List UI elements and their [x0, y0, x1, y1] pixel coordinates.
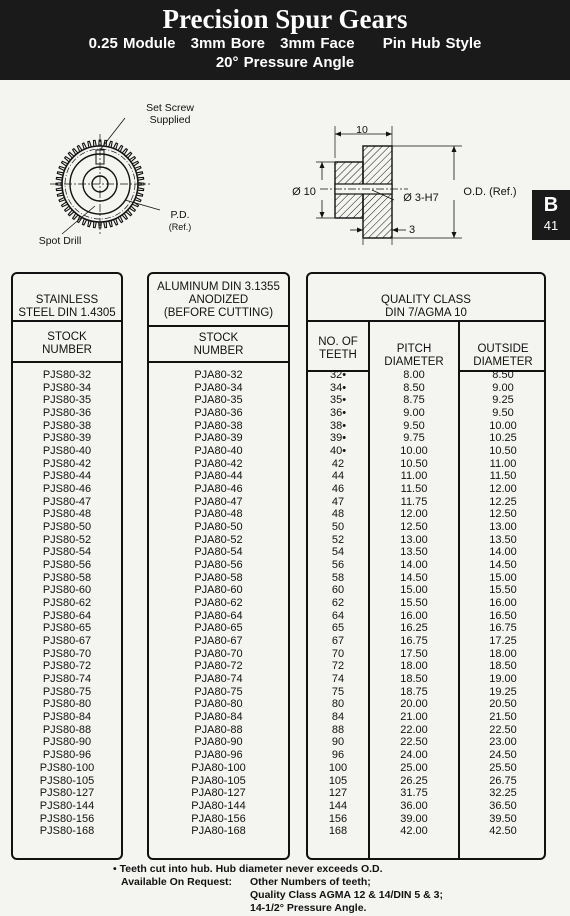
pitch-diameter: 12.00 [400, 508, 428, 521]
pitch-diameter: 24.00 [400, 749, 428, 762]
teeth-count: 80 [331, 698, 345, 711]
outside-diameter: 16.50 [489, 609, 517, 622]
outside-diameter: 26.75 [489, 774, 517, 787]
outside-diameter: 12.00 [489, 483, 517, 496]
teeth-count: 90 [331, 736, 345, 749]
stock-number: PJA80-47 [194, 495, 243, 508]
stock-number: PJS80-34 [42, 381, 92, 394]
stock-number: PJA80-48 [194, 508, 243, 521]
stock-number: PJS80-168 [39, 825, 95, 838]
outside-diameter: 39.50 [489, 812, 517, 825]
face-spec: 3mm Face [280, 35, 355, 52]
table-divider [13, 320, 121, 322]
stock-number: PJA80-72 [194, 660, 243, 673]
outside-diameter: 11.00 [489, 457, 517, 470]
stock-number: PJA80-52 [194, 533, 243, 546]
stock-number: PJS80-38 [42, 419, 92, 432]
teeth-count: 96 [331, 749, 345, 762]
pitch-diameter: 22.50 [400, 736, 428, 749]
stock-number: PJA80-42 [194, 457, 243, 470]
stock-number: PJA80-46 [194, 483, 243, 496]
outside-diameter: 36.50 [489, 799, 517, 812]
stock-number: PJS80-39 [42, 432, 92, 445]
table-divider [13, 361, 121, 363]
teeth-count: 56 [331, 559, 345, 572]
outside-diameter: 32.25 [489, 787, 517, 800]
stock-number: PJA80-75 [194, 685, 243, 698]
stock-number: PJS80-88 [42, 723, 92, 736]
pitch-diameter: 9.00 [403, 407, 425, 420]
teeth-count: 34• [329, 381, 347, 394]
stock-number: PJS80-90 [42, 736, 92, 749]
outside-diameter: 25.50 [489, 761, 517, 774]
stock-number: PJS80-64 [42, 609, 92, 622]
hub-diameter-label: Ø 10 [292, 186, 316, 198]
outside-diameter: 15.50 [489, 584, 517, 597]
stock-number: PJS80-96 [42, 749, 92, 762]
outside-diameter: 8.50 [492, 369, 514, 381]
stock-number: PJA80-38 [194, 419, 243, 432]
pitch-diameter: 11.50 [400, 483, 428, 496]
stock-number: PJA80-67 [194, 635, 243, 648]
stock-number: PJS80-48 [42, 508, 92, 521]
style-spec: Pin Hub Style [382, 35, 482, 52]
outside-diameter: 17.25 [489, 635, 517, 648]
teeth-count: 65 [331, 622, 345, 635]
pitch-diameter: 10.00 [400, 445, 428, 458]
pitch-diameter: 12.50 [400, 521, 428, 534]
bore-label: Ø 3-H7 [403, 192, 439, 204]
stock-number: PJA80-144 [191, 799, 246, 812]
outside-diameter: 12.50 [489, 508, 517, 521]
teeth-count: 84 [331, 711, 345, 724]
stock-number: PJS80-84 [42, 711, 92, 724]
stock-number: PJA80-60 [194, 584, 243, 597]
stock-number: PJA80-34 [194, 381, 243, 394]
outside-diameter: 20.50 [489, 698, 517, 711]
teeth-count: 35• [329, 394, 347, 407]
outside-diameter-column [460, 369, 546, 838]
stock-number: PJS80-144 [39, 799, 95, 812]
teeth-count: 47 [331, 495, 345, 508]
outside-diameter-header: OUTSIDE DIAMETER [473, 343, 533, 368]
teeth-count: 74 [331, 673, 345, 686]
stock-number: PJS80-32 [42, 369, 92, 381]
table-divider [308, 320, 544, 322]
hub-note: • Teeth cut into hub. Hub diameter never exceeds O.D. [113, 863, 383, 875]
pitch-diameter: 39.00 [400, 812, 428, 825]
pitch-diameter: 14.00 [400, 559, 428, 572]
teeth-count: 72 [331, 660, 345, 673]
stock-number: PJS80-127 [39, 787, 95, 800]
section-tab [532, 190, 570, 240]
teeth-count: 62 [331, 597, 345, 610]
outside-diameter: 42.50 [489, 825, 517, 838]
pitch-diameter: 13.00 [400, 533, 428, 546]
pitch-diameter: 10.50 [400, 457, 428, 470]
outside-diameter: 18.00 [489, 647, 517, 660]
outside-diameter: 24.50 [489, 749, 517, 762]
pitch-diameter: 26.25 [400, 774, 428, 787]
stock-number: PJS80-42 [42, 457, 92, 470]
outside-diameter: 14.00 [489, 546, 517, 559]
stock-number: PJA80-58 [194, 571, 243, 584]
stock-number: PJS80-80 [42, 698, 92, 711]
pitch-diameter: 16.75 [400, 635, 428, 648]
stock-number: PJA80-105 [191, 774, 246, 787]
stock-number: PJS80-44 [42, 470, 92, 483]
stock-number: PJS80-75 [42, 685, 92, 698]
stock-number: PJS80-52 [42, 533, 92, 546]
teeth-count: 52 [331, 533, 345, 546]
outside-diameter: 14.50 [489, 559, 517, 572]
stock-number: PJA80-36 [194, 407, 243, 420]
stock-number: PJA80-32 [194, 369, 243, 381]
od-ref-label: O.D. (Ref.) [463, 186, 517, 198]
available-on-request-label: Available On Request: [121, 876, 233, 888]
stock-number: PJA80-127 [191, 787, 246, 800]
stock-number: PJA80-54 [194, 546, 243, 559]
outside-diameter: 13.50 [489, 533, 517, 546]
teeth-count: 48 [331, 508, 345, 521]
stock-number: PJS80-58 [42, 571, 92, 584]
outside-diameter: 16.75 [489, 622, 517, 635]
pitch-diameter: 14.50 [400, 571, 428, 584]
outside-diameter: 16.00 [489, 597, 517, 610]
stock-number: PJS80-36 [42, 407, 92, 420]
stock-number: PJA80-100 [191, 761, 246, 774]
pressure-angle: 20° Pressure Angle [215, 54, 355, 71]
stock-number: PJS80-74 [42, 673, 92, 686]
stock-number: PJS80-60 [42, 584, 92, 597]
stock-number: PJS80-62 [42, 597, 92, 610]
stainless-header: STAINLESS STEEL DIN 1.4305 [18, 294, 116, 319]
outside-diameter: 21.50 [489, 711, 517, 724]
outside-diameter: 22.50 [489, 723, 517, 736]
pitch-diameter: 17.50 [400, 647, 428, 660]
teeth-count: 58 [331, 571, 345, 584]
outside-diameter: 15.00 [489, 571, 517, 584]
table-divider [149, 325, 288, 327]
pitch-diameter: 15.00 [400, 584, 428, 597]
stock-number: PJA80-40 [194, 445, 243, 458]
teeth-count: 156 [328, 812, 348, 825]
stock-number-header: STOCK NUMBER [193, 332, 244, 357]
stock-number: PJS80-65 [42, 622, 92, 635]
pitch-diameter: 36.00 [400, 799, 428, 812]
stock-number: PJA80-88 [194, 723, 243, 736]
stock-number: PJS80-100 [39, 761, 95, 774]
outside-diameter: 23.00 [489, 736, 517, 749]
stock-number: PJA80-56 [194, 559, 243, 572]
pitch-diameter: 18.75 [400, 685, 428, 698]
teeth-count: 46 [331, 483, 345, 496]
stock-number: PJS80-50 [42, 521, 92, 534]
teeth-count: 36• [329, 407, 347, 420]
teeth-header: NO. OF TEETH [318, 336, 358, 361]
teeth-count: 70 [331, 647, 345, 660]
aluminum-header: ALUMINUM DIN 3.1355 ANODIZED (BEFORE CUTTING) [157, 281, 280, 319]
outside-diameter: 9.25 [492, 394, 514, 407]
stock-number: PJA80-35 [194, 394, 243, 407]
teeth-count: 60 [331, 584, 345, 597]
page-title: Precision Spur Gears [162, 4, 408, 34]
teeth-column [308, 369, 368, 838]
available-options: Other Numbers of teeth; Quality Class AGMA 12 & 14/DIN 5 & 3; 14-1/2° Pressure Angle. [250, 876, 443, 914]
pitch-diameter: 31.75 [400, 787, 428, 800]
outside-diameter: 18.50 [489, 660, 517, 673]
stock-number: PJA80-39 [194, 432, 243, 445]
bore-spec: 3mm Bore [190, 35, 265, 52]
stock-number: PJA80-90 [194, 736, 243, 749]
teeth-count: 100 [328, 761, 348, 774]
pitch-diameter: 22.00 [400, 723, 428, 736]
outside-diameter: 13.00 [489, 521, 517, 534]
pitch-diameter: 16.00 [400, 609, 428, 622]
page-header [0, 0, 570, 80]
teeth-count: 40• [329, 445, 347, 458]
stock-number: PJA80-44 [194, 470, 243, 483]
pitch-diameter: 9.50 [403, 419, 425, 432]
pitch-diameter-column [370, 369, 458, 838]
outside-diameter: 19.25 [489, 685, 517, 698]
teeth-count: 75 [331, 685, 345, 698]
pitch-diameter: 11.00 [400, 470, 428, 483]
pitch-diameter: 13.50 [400, 546, 428, 559]
stock-number: PJS80-54 [42, 546, 92, 559]
stock-number: PJA80-156 [191, 812, 246, 825]
pitch-diameter: 15.50 [400, 597, 428, 610]
pitch-diameter: 9.75 [403, 432, 425, 445]
stock-number: PJA80-65 [194, 622, 243, 635]
stock-number: PJA80-70 [194, 647, 243, 660]
teeth-count: 54 [331, 546, 345, 559]
stock-number: PJA80-168 [191, 825, 246, 838]
stock-number: PJA80-84 [194, 711, 243, 724]
spec-line [0, 34, 570, 53]
stock-number: PJS80-47 [42, 495, 92, 508]
table-divider [149, 361, 288, 363]
stock-number: PJA80-64 [194, 609, 243, 622]
teeth-count: 38• [329, 419, 347, 432]
outside-diameter: 12.25 [489, 495, 517, 508]
pitch-diameter: 21.00 [400, 711, 428, 724]
pitch-diameter: 8.00 [403, 369, 425, 381]
face-dimension: 3 [408, 224, 416, 236]
aluminum-stock-list [149, 369, 288, 838]
pitch-diameter: 42.00 [400, 825, 428, 838]
stock-number: PJA80-62 [194, 597, 243, 610]
stock-number: PJA80-96 [194, 749, 243, 762]
teeth-count: 44 [331, 470, 345, 483]
pitch-diameter-header: PITCH DIAMETER [384, 343, 444, 368]
pitch-diameter: 8.50 [403, 381, 425, 394]
teeth-count: 168 [328, 825, 348, 838]
stock-number: PJS80-72 [42, 660, 92, 673]
stainless-table [11, 272, 123, 860]
pitch-diameter: 18.00 [400, 660, 428, 673]
stock-number: PJA80-80 [194, 698, 243, 711]
width-dimension: 10 [356, 124, 368, 136]
stock-number-header: STOCK NUMBER [42, 331, 92, 356]
outside-diameter: 10.50 [489, 445, 517, 458]
stock-number: PJS80-46 [42, 483, 92, 496]
set-screw-label: Set Screw Supplied [146, 102, 194, 126]
stock-number: PJS80-70 [42, 647, 92, 660]
stock-number: PJS80-40 [42, 445, 92, 458]
aluminum-table [147, 272, 290, 860]
teeth-count: 32• [329, 369, 347, 381]
teeth-count: 39• [329, 432, 347, 445]
teeth-count: 67 [331, 635, 345, 648]
stock-number: PJS80-156 [39, 812, 95, 825]
outside-diameter: 19.00 [489, 673, 517, 686]
pitch-diameter: 16.25 [400, 622, 428, 635]
quality-class-header: QUALITY CLASS DIN 7/AGMA 10 [381, 294, 471, 319]
teeth-count: 64 [331, 609, 345, 622]
spot-drill-label: Spot Drill [38, 235, 82, 247]
stock-number: PJA80-74 [194, 673, 243, 686]
pd-ref-label: P.D. (Ref.) [168, 209, 192, 232]
pitch-diameter: 11.75 [400, 495, 428, 508]
pitch-diameter: 18.50 [400, 673, 428, 686]
stainless-stock-list [13, 369, 121, 838]
stock-number: PJS80-56 [42, 559, 92, 572]
pitch-diameter: 25.00 [400, 761, 428, 774]
page-number: 41 [543, 218, 559, 233]
stock-number: PJA80-50 [194, 521, 243, 534]
stock-number: PJS80-67 [42, 635, 92, 648]
outside-diameter: 11.50 [489, 470, 517, 483]
teeth-count: 127 [328, 787, 348, 800]
section-letter: B [543, 194, 559, 216]
stock-number: PJS80-105 [39, 774, 95, 787]
teeth-count: 42 [331, 457, 345, 470]
gear-spec-table [306, 272, 546, 860]
teeth-count: 144 [328, 799, 348, 812]
outside-diameter: 10.00 [489, 419, 517, 432]
stock-number: PJS80-35 [42, 394, 92, 407]
teeth-count: 50 [331, 521, 345, 534]
outside-diameter: 9.50 [492, 407, 514, 420]
outside-diameter: 10.25 [489, 432, 517, 445]
pitch-diameter: 20.00 [400, 698, 428, 711]
pitch-diameter: 8.75 [403, 394, 425, 407]
outside-diameter: 9.00 [492, 381, 514, 394]
teeth-count: 88 [331, 723, 345, 736]
teeth-count: 105 [328, 774, 348, 787]
module-spec: 0.25 Module [88, 35, 176, 52]
